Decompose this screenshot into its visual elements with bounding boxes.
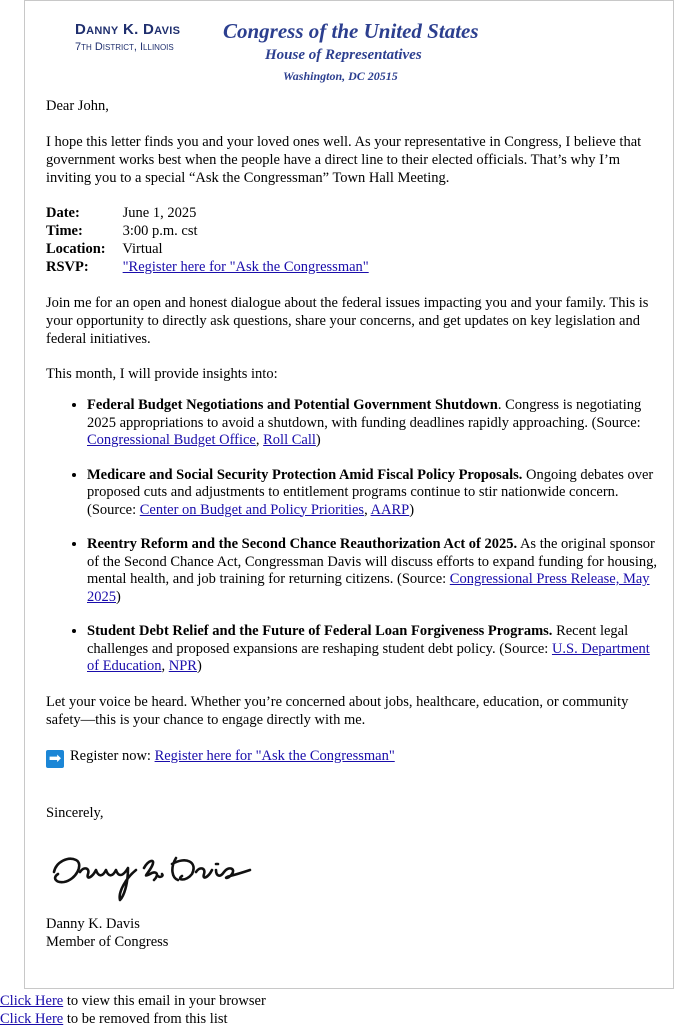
source-close: ) [409,501,415,518]
signature [46,834,256,904]
topic-text: . Congress is negotiating 2025 appropriations to avoid a shutdown, with funding deadlines rapidly approaching. (Source: [87,397,642,431]
topic-title: Student Debt Relief and the Future of Federal Loan Forgiveness Programs. [87,623,553,639]
congress-title: Congress of the United States [223,19,479,43]
register-line [46,747,658,768]
location-value: Virtual [122,241,163,257]
rep-district: 7th District, Illinois [75,41,174,53]
rsvp-row [46,258,658,276]
letter-body [46,97,658,951]
salutation: Dear John, [46,98,109,114]
view-in-browser-link[interactable]: Click Here [0,993,64,1009]
unsubscribe-text: to be removed from this list [63,1011,228,1027]
signer-title: Member of Congress [46,933,169,950]
view-in-browser-text: to view this email in your browser [63,993,266,1009]
month-intro: This month, I will provide insights into: [46,366,278,382]
topic-title: Federal Budget Negotiations and Potential Government Shutdown [87,397,498,413]
source-separator: , [255,432,264,448]
list-item [87,397,658,450]
time-value: 3:00 p.m. cst [122,223,198,239]
closing: Sincerely, [46,804,104,821]
join-paragraph: Join me for an open and honest dialogue about the federal issues impacting you and your family. This is your opportunity to directly ask questions, share your concerns, and get updates on key legislation and federal initiatives. [46,295,649,347]
rsvp-label: RSVP: [46,259,89,275]
event-details [46,204,658,276]
source-close: ) [315,432,321,448]
email-footer [0,992,266,1028]
list-item [87,467,658,520]
source-link[interactable]: Roll Call [263,432,316,448]
topic-text: Ongoing debates over proposed cuts and adjustments to entitlement programs continue to stir nationwide concern. (Source: [87,466,654,518]
register-link[interactable]: Register here for "Ask the Congressman" [154,747,395,764]
view-in-browser-line [0,992,266,1010]
house-title: House of Representatives [265,47,422,63]
date-row [46,204,658,222]
date-label: Date: [46,205,80,221]
location-row [46,240,658,258]
signer-name: Danny K. Davis [46,915,140,932]
arrow-right-icon: ➡ [46,750,64,768]
topic-text: As the original sponsor of the Second Chance Act, Congressman Davis will discuss efforts to expand funding for housing, mental health, and job training for returning citizens. (Source: [87,536,657,587]
source-link[interactable]: U.S. Department of Education [87,640,650,674]
topic-text: Recent legal challenges and proposed expansions are reshaping student debt policy. (Source: [87,623,629,657]
source-separator: , [364,501,371,518]
location-label: Location: [46,241,106,257]
source-close: ) [116,588,121,605]
topic-title: Medicare and Social Security Protection Amid Fiscal Policy Proposals. [87,466,523,483]
time-row [46,222,658,240]
source-link[interactable]: Center on Budget and Policy Priorities [139,501,365,518]
unsubscribe-link[interactable]: Click Here [0,1011,64,1027]
source-link[interactable]: Congressional Press Release, May 2025 [87,571,650,605]
source-link[interactable]: NPR [168,658,197,674]
unsubscribe-line [0,1010,266,1028]
source-close: ) [196,658,202,674]
date-value: June 1, 2025 [122,205,197,221]
letter-frame [24,0,674,989]
list-item [87,536,658,606]
rep-name: Danny K. Davis [75,21,181,38]
source-link[interactable]: Congressional Budget Office [87,432,256,448]
list-item [87,623,658,676]
source-separator: , [161,658,169,674]
source-link[interactable]: AARP [370,501,410,518]
intro-paragraph: I hope this letter finds you and your loved ones well. As your representative in Congress, I believe that government works best when the people have a direct line to their elected officials. That’s why I’m inviting you to a special “Ask the Congressman” Town Hall Meeting. [46,134,642,186]
time-label: Time: [46,223,83,239]
letterhead [25,15,673,87]
rsvp-link[interactable]: "Register here for "Ask the Congressman" [122,259,369,275]
topic-title: Reentry Reform and the Second Chance Reauthorization Act of 2025. [87,536,518,552]
topics-list [46,397,658,676]
voice-paragraph: Let your voice be heard. Whether you’re concerned about jobs, healthcare, education, or community safety—this is your chance to engage directly with me. [46,693,629,728]
washington-address: Washington, DC 20515 [283,69,398,83]
register-prefix: Register now: [70,747,155,764]
